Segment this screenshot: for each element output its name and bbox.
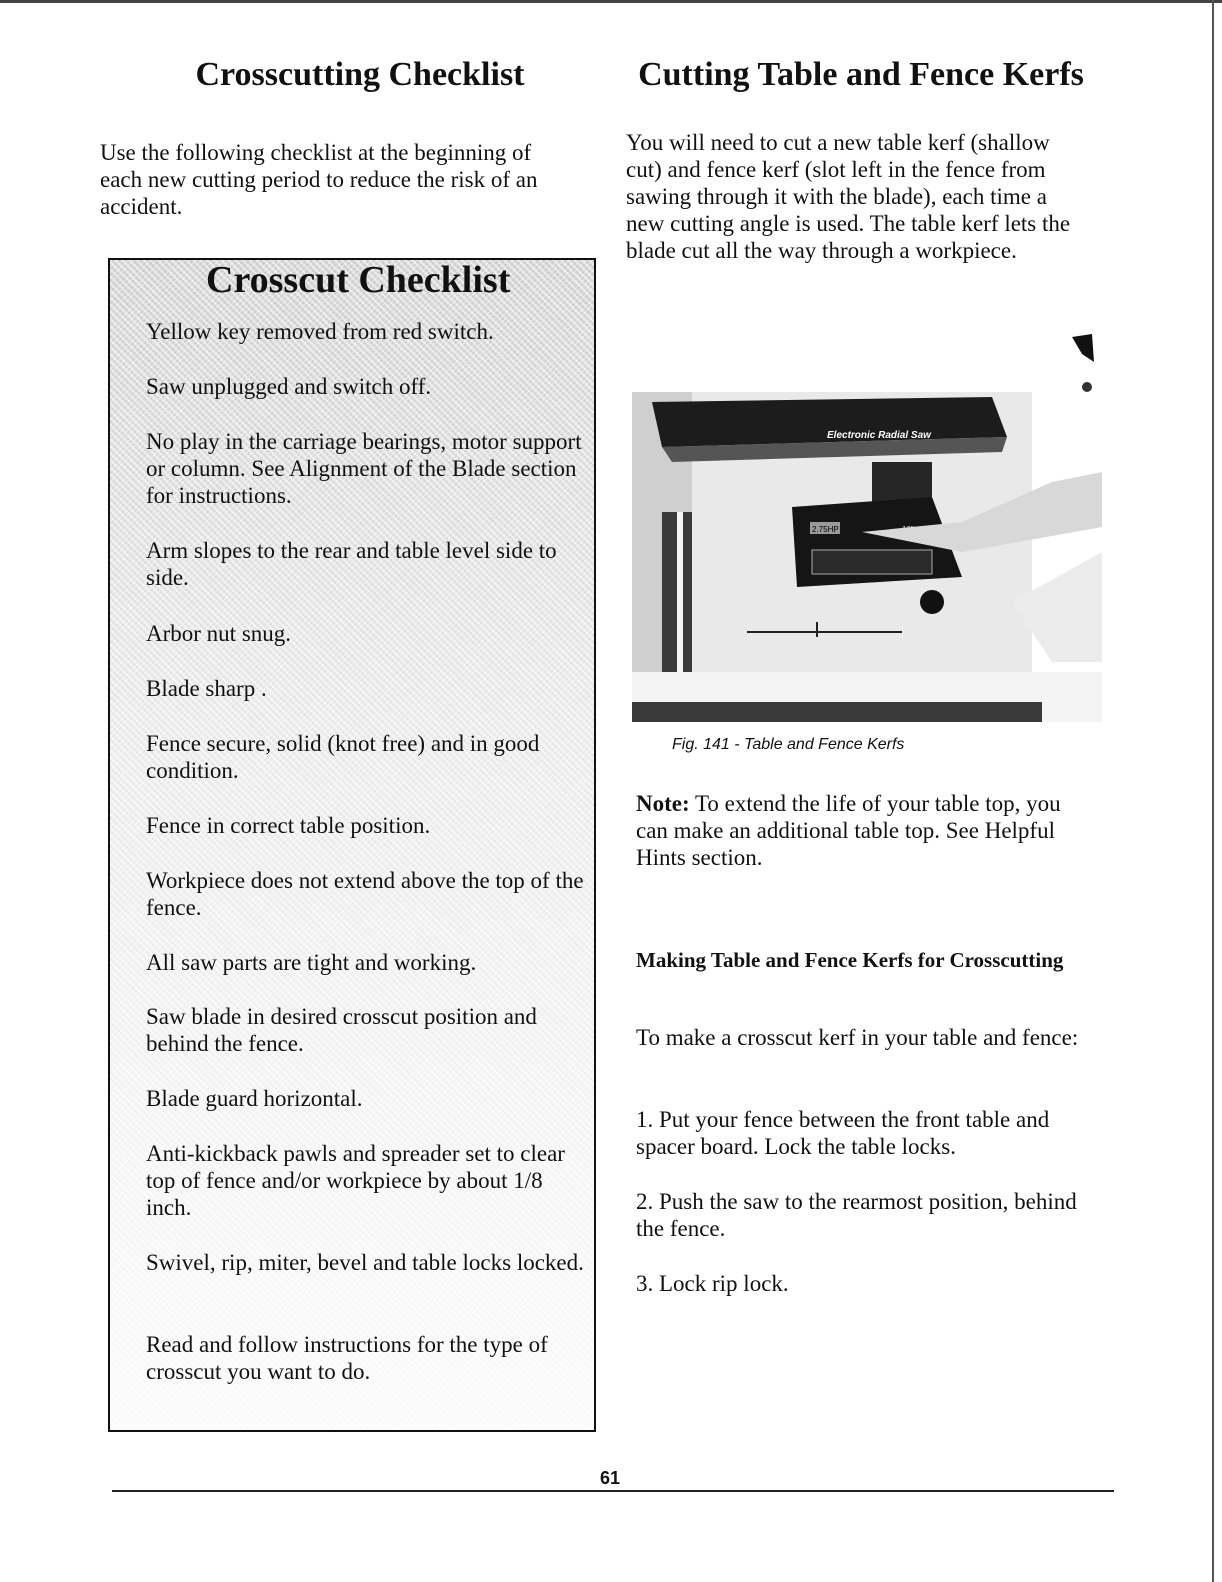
checklist-item: No play in the carriage bearings, motor support or column. See Alignment of the Blade section for instructions.: [146, 429, 582, 508]
checklist-item: Arbor nut snug.: [146, 621, 292, 646]
checklist-item: Blade sharp .: [146, 676, 267, 701]
footer-rule: [112, 1490, 1114, 1492]
checklist-box-title: Crosscut Checklist: [206, 259, 511, 301]
figure-caption: Fig. 141 - Table and Fence Kerfs: [672, 736, 905, 753]
checklist-item: Yellow key removed from red switch.: [146, 319, 494, 344]
radial-saw-photo: [632, 332, 1102, 722]
top-border: [0, 0, 1222, 3]
checklist-item: All saw parts are tight and working.: [146, 950, 477, 975]
checklist-item: Saw unplugged and switch off.: [146, 374, 432, 399]
checklist-item: Fence in correct table position.: [146, 813, 431, 838]
note-label: Note:: [636, 791, 690, 816]
kerfs-intro-text: You will need to cut a new table kerf (shallow cut) and fence kerf (slot left in the fence from sawing through it with the blade), each time a new cutting angle is used. The table kerf lets the blade cut all the way through a workpiece.: [626, 130, 1071, 263]
checklist-item: Blade guard horizontal.: [146, 1086, 363, 1111]
crosscut-checklist-box: [108, 258, 596, 1432]
checklist-item: Swivel, rip, miter, bevel and table locks locked.: [146, 1250, 584, 1275]
checklist-item: Anti-kickback pawls and spreader set to clear top of fence and/or workpiece by about 1/8 inch.: [146, 1141, 565, 1220]
checklist-item: Saw blade in desired crosscut position and behind the fence.: [146, 1004, 537, 1056]
step-item: 1. Put your fence between the front table and spacer board. Lock the table locks.: [636, 1107, 1050, 1159]
page-number: 61: [600, 1468, 621, 1488]
left-column: [100, 55, 600, 220]
radial-saw-illustration: [632, 332, 1102, 722]
saw-brand-label: Electronic Radial Saw: [827, 430, 931, 441]
checklist-intro-text: Use the following checklist at the beginning of each new cutting period to reduce the risk of an accident.: [100, 140, 538, 219]
right-border: [1212, 0, 1214, 1582]
cutting-table-fence-kerfs-heading: Cutting Table and Fence Kerfs: [638, 56, 1084, 93]
note-text: To extend the life of your table top, you can make an additional table top. See Helpful Hints section.: [636, 791, 1061, 870]
right-column: [626, 55, 1116, 264]
checklist-item: Fence secure, solid (knot free) and in good condition.: [146, 731, 540, 783]
checklist-item: Arm slopes to the rear and table level side to side.: [146, 538, 557, 590]
making-kerfs-subheading: Making Table and Fence Kerfs for Crosscutting: [636, 948, 1064, 972]
step-item: 3. Lock rip lock.: [636, 1271, 789, 1296]
checklist-item: Read and follow instructions for the type of crosscut you want to do.: [146, 1332, 548, 1384]
crosscutting-checklist-heading: Crosscutting Checklist: [195, 56, 525, 93]
steps-intro-text: To make a crosscut kerf in your table and fence:: [636, 1025, 1079, 1050]
hp-label: 2.75HP: [812, 525, 839, 534]
checklist-item: Workpiece does not extend above the top of the fence.: [146, 868, 584, 920]
step-item: 2. Push the saw to the rearmost position, behind the fence.: [636, 1189, 1077, 1241]
note-paragraph: [636, 790, 1096, 871]
